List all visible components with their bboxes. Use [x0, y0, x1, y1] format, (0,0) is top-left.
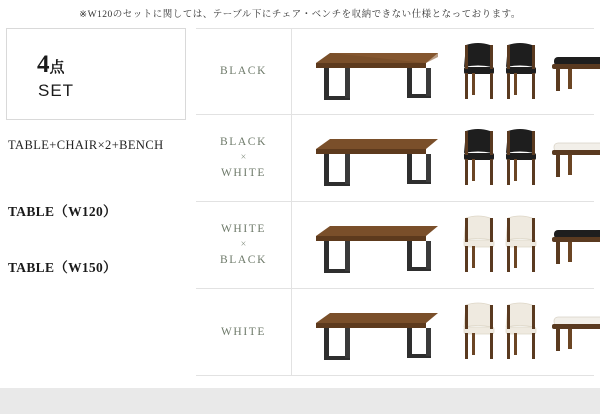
- variant-row: [196, 28, 594, 115]
- variant-items: [292, 202, 594, 288]
- dining-bench-image: [548, 51, 600, 95]
- dining-table-image: [306, 214, 446, 278]
- set-count-box: [6, 28, 186, 120]
- dining-chairs-image: [460, 39, 544, 107]
- variant-label-line: BLACK: [220, 65, 267, 78]
- table-size-w150: TABLE（W150）: [8, 260, 117, 275]
- dining-chairs-image: [460, 212, 544, 280]
- variant-label-line: WHITE: [220, 223, 267, 236]
- variant-label-white: [196, 289, 292, 375]
- left-panel: [6, 28, 188, 376]
- variant-label-line: ×: [240, 238, 247, 250]
- variant-items: [292, 289, 594, 375]
- variant-items: [292, 29, 594, 114]
- set-word: SET: [38, 81, 75, 100]
- variant-label-line: WHITE: [220, 167, 267, 180]
- table-size-w120: TABLE（W120）: [8, 204, 117, 219]
- top-note: ※W120のセットに関しては、テーブル下にチェア・ベンチを収納できない仕様となっております。: [79, 10, 521, 20]
- variant-items: [292, 115, 594, 201]
- set-count-unit: 点: [49, 60, 65, 76]
- variant-row: [196, 202, 594, 289]
- variant-label-black-white: [196, 115, 292, 201]
- dining-chairs-image: [460, 125, 544, 193]
- variant-label-line: BLACK: [220, 136, 267, 149]
- variant-row: [196, 115, 594, 202]
- dining-bench-image: [548, 311, 600, 355]
- variant-label-line: WHITE: [220, 325, 267, 338]
- variant-grid: [196, 28, 594, 376]
- set-count-number: [37, 51, 65, 79]
- dining-table-image: [306, 301, 446, 365]
- variant-label-black: [196, 29, 292, 114]
- bottom-bar: [0, 388, 600, 414]
- variant-label-line: BLACK: [220, 254, 267, 267]
- dining-table-image: [306, 127, 446, 191]
- dining-chairs-image: [460, 299, 544, 367]
- dining-bench-image: [548, 137, 600, 181]
- set-combination: TABLE+CHAIR×2+BENCH: [8, 138, 164, 152]
- dining-table-image: [306, 41, 446, 105]
- variant-row: [196, 289, 594, 376]
- dining-bench-image: [548, 224, 600, 268]
- variant-label-line: ×: [240, 151, 247, 163]
- set-count-value: 4: [37, 51, 50, 78]
- variant-label-white-black: [196, 202, 292, 288]
